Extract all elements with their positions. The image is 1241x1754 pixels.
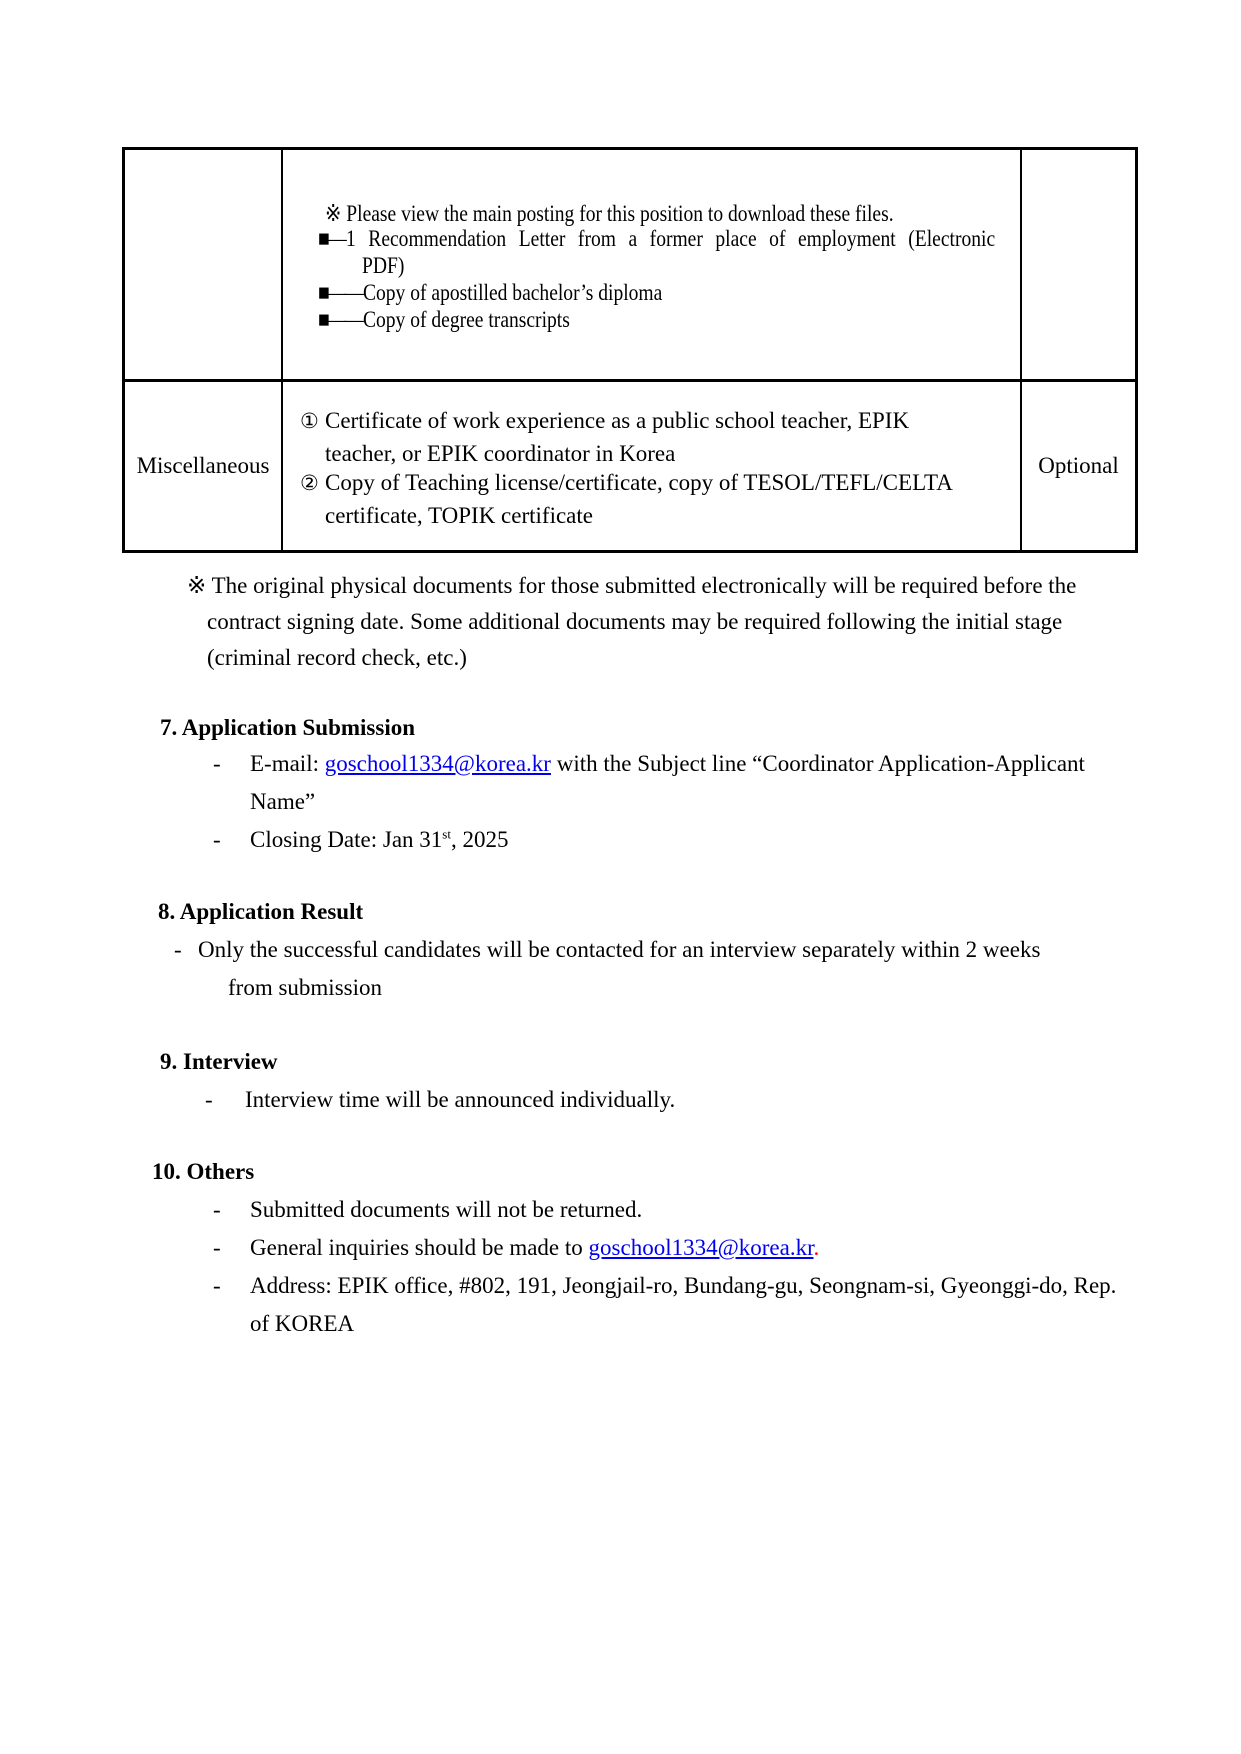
misc-item-2-line1 xyxy=(283,469,953,497)
circled-one-icon: ① xyxy=(300,409,319,433)
bullet-dash: - xyxy=(205,1087,213,1112)
closing-date-line xyxy=(250,826,508,854)
documents-table xyxy=(122,147,1138,553)
bullet-diploma-text: Copy of apostilled bachelor’s diploma xyxy=(362,280,663,305)
table-note-download-files: ※ Please view the main posting for this position to download these files. xyxy=(325,201,894,226)
bullet-recommendation-text: 1 Recommendation Letter from a former place of employment (Electronic xyxy=(345,226,996,251)
table-row2-content-cell xyxy=(281,379,1020,550)
table-row2-status-cell xyxy=(1020,379,1135,550)
address-line1: Address: EPIK office, #802, 191, Jeongjail-ro, Bundang-gu, Seongnam-si, Gyeonggi-do, Rep. xyxy=(250,1273,1117,1298)
email-submission-line2: Name” xyxy=(250,789,316,814)
section-10-heading: 10. Others xyxy=(152,1159,255,1184)
result-notice-line2: from submission xyxy=(228,975,382,1000)
section-7-heading: 7. Application Submission xyxy=(160,715,416,740)
square-bullet-icon: ■—— xyxy=(318,280,362,305)
original-documents-note-line1: ※ The original physical documents for those submitted electronically will be required before the xyxy=(187,573,1077,598)
square-bullet-icon: ■—— xyxy=(318,307,362,332)
closing-date-year: , 2025 xyxy=(450,827,509,852)
email-line-suffix: with the Subject line “Coordinator Application-Applicant xyxy=(550,751,1085,776)
misc-item-1-line2: teacher, or EPIK coordinator in Korea xyxy=(325,441,676,466)
table-row2-category-cell xyxy=(125,379,281,550)
inquiries-email-link[interactable]: goschool1334@korea.kr xyxy=(588,1235,814,1260)
bullet-recommendation-text-line2: PDF) xyxy=(362,253,405,278)
email-line-prefix: E-mail: xyxy=(250,751,325,776)
table-bullet-diploma xyxy=(318,279,662,307)
misc-item-2-text: Copy of Teaching license/certificate, copy of TESOL/TEFL/CELTA xyxy=(325,470,953,495)
table-row1-col1-empty xyxy=(125,150,281,379)
table-row1-col3-empty xyxy=(1020,150,1135,379)
table-bullet-recommendation xyxy=(318,225,995,253)
circled-two-icon: ② xyxy=(300,471,319,495)
section-8-heading: 8. Application Result xyxy=(158,899,364,924)
bullet-dash: - xyxy=(213,1273,221,1298)
category-label: Miscellaneous xyxy=(136,453,270,478)
misc-item-2-line2: certificate, TOPIK certificate xyxy=(325,503,593,528)
ordinal-superscript: st xyxy=(442,826,451,842)
bullet-dash: - xyxy=(174,937,182,962)
closing-date-text: Closing Date: Jan 31 xyxy=(250,827,443,852)
submission-email-link[interactable]: goschool1334@korea.kr xyxy=(324,751,551,776)
original-documents-note-line3: (criminal record check, etc.) xyxy=(207,645,467,670)
status-optional-label: Optional xyxy=(1038,453,1119,478)
table-row1-col2 xyxy=(281,150,1020,379)
bullet-dash: - xyxy=(213,827,221,852)
bullet-dash: - xyxy=(213,751,221,776)
red-period: . xyxy=(813,1235,820,1260)
bullet-transcripts-text: Copy of degree transcripts xyxy=(362,307,570,332)
table-bullet-transcripts xyxy=(318,306,570,334)
misc-item-1-text: Certificate of work experience as a public school teacher, EPIK xyxy=(325,408,910,433)
original-documents-note-line2: contract signing date. Some additional documents may be required following the initial stage xyxy=(207,609,1063,634)
bullet-dash: - xyxy=(213,1197,221,1222)
bullet-dash: - xyxy=(213,1235,221,1260)
general-inquiries-line xyxy=(250,1234,819,1262)
inquiries-text: General inquiries should be made to xyxy=(250,1235,589,1260)
result-notice-line1: Only the successful candidates will be contacted for an interview separately within 2 weeks xyxy=(198,937,1041,962)
address-line2: of KOREA xyxy=(250,1311,355,1336)
interview-time-line: Interview time will be announced individually. xyxy=(245,1087,676,1112)
email-submission-line xyxy=(250,750,1085,778)
square-bullet-icon: ■— xyxy=(318,226,345,251)
documents-not-returned-line: Submitted documents will not be returned. xyxy=(250,1197,643,1222)
section-9-heading: 9. Interview xyxy=(160,1049,278,1074)
misc-item-1-line1 xyxy=(283,407,909,435)
